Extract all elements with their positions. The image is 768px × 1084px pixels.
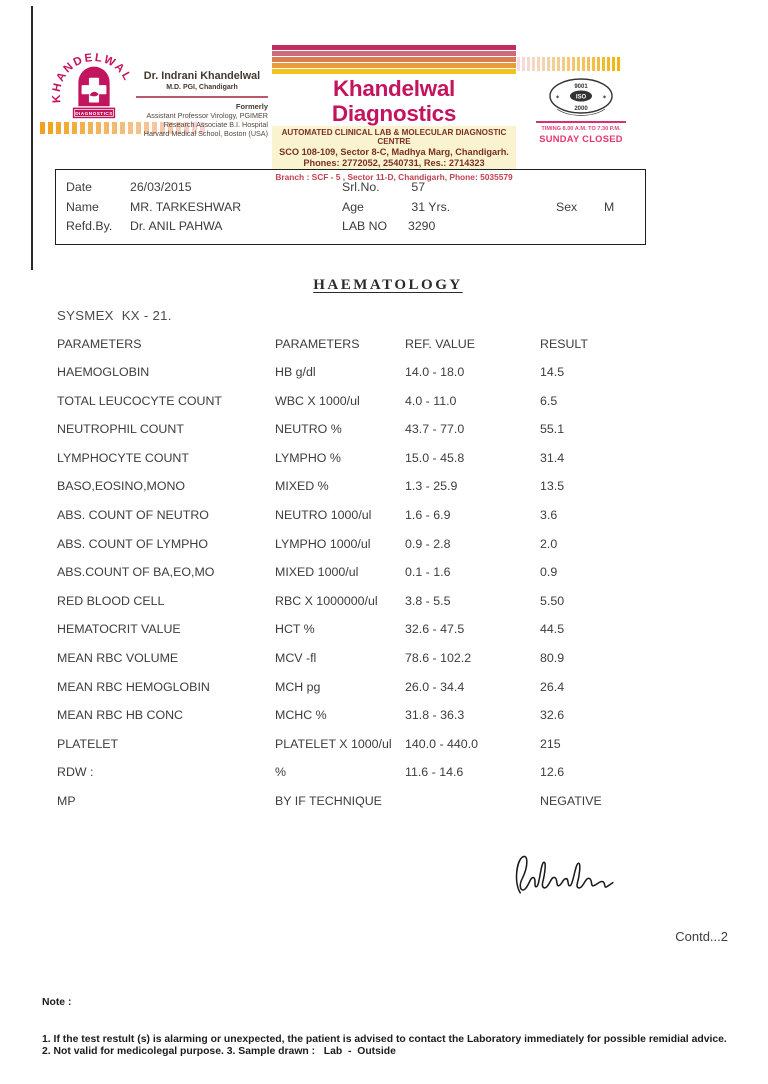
sunday-closed: SUNDAY CLOSED <box>539 133 623 144</box>
color-bar <box>602 57 605 71</box>
patient-label: LAB NO <box>342 219 388 233</box>
param-code: MCV -fl <box>275 650 317 665</box>
khandelwal-logo <box>48 48 140 124</box>
patient-value: MR. TARKESHWAR <box>130 199 242 214</box>
color-bar <box>40 122 45 134</box>
banner-stripes <box>272 45 516 74</box>
iso-label: ISO <box>575 94 587 101</box>
param-name: MEAN RBC HEMOGLOBIN <box>57 679 210 694</box>
result-value: 31.4 <box>540 450 565 465</box>
doctor-history-line: Harvard Medical School, Boston (USA) <box>143 129 268 138</box>
ref-value: 0.9 - 2.8 <box>405 536 451 551</box>
param-name: ABS. COUNT OF LYMPHO <box>57 536 209 551</box>
param-name: TOTAL LEUCOCYTE COUNT <box>57 393 222 408</box>
param-code: HB g/dl <box>275 365 316 379</box>
patient-value: M <box>604 199 615 214</box>
color-bar <box>72 122 77 134</box>
param-code: NEUTRO 1000/ul <box>275 507 372 522</box>
doctor-history-line: Assistant Professor Virology, PGIMER <box>146 111 268 120</box>
doctor-signature <box>508 852 620 898</box>
color-bar <box>80 122 85 134</box>
iso-star-left: ✶ <box>555 95 561 101</box>
param-code: RBC X 1000000/ul <box>275 593 378 608</box>
result-value: 0.9 <box>540 565 558 580</box>
header-color-bars <box>517 57 621 71</box>
param-code: MIXED % <box>275 479 329 494</box>
result-value: 215 <box>540 736 561 751</box>
result-value: 55.1 <box>540 422 565 437</box>
formerly-label: Formerly <box>235 102 268 111</box>
color-bar <box>517 57 520 71</box>
param-name: MEAN RBC HB CONC <box>57 708 183 723</box>
analyzer-name: SYSMEX KX - 21. <box>57 308 172 323</box>
patient-label: Age <box>342 199 364 214</box>
patient-label: Date <box>66 180 92 194</box>
note-label: Note : <box>42 996 72 1008</box>
logo-graphic <box>48 48 140 124</box>
ref-value: 11.6 - 14.6 <box>405 765 464 780</box>
doctor-history <box>136 111 268 138</box>
color-bar <box>96 122 101 134</box>
result-value: 26.4 <box>540 679 565 694</box>
clinic-address-block <box>272 126 516 170</box>
ref-value: 15.0 - 45.8 <box>405 450 465 465</box>
result-value: NEGATIVE <box>540 793 602 808</box>
result-value: 6.5 <box>540 393 558 408</box>
param-name: PLATELET <box>57 736 119 751</box>
ref-value: 43.7 - 77.0 <box>405 422 465 437</box>
patient-label: Refd.By. <box>66 219 113 233</box>
patient-value: 31 Yrs. <box>408 199 451 214</box>
iso-badge-graphic <box>547 76 615 122</box>
param-code: PLATELET X 1000/ul <box>275 736 392 751</box>
patient-label: Sex <box>556 199 578 214</box>
color-bar <box>612 57 615 71</box>
param-name: HEMATOCRIT VALUE <box>57 622 181 637</box>
signature-graphic <box>508 852 620 898</box>
ref-value: 0.1 - 1.6 <box>405 565 451 580</box>
timing-block <box>536 121 626 144</box>
ref-value: 32.6 - 47.5 <box>405 622 465 637</box>
color-bar <box>577 57 580 71</box>
param-name: HAEMOGLOBIN <box>57 365 150 379</box>
param-name: BASO,EOSINO,MONO <box>57 479 186 494</box>
color-bar <box>542 57 545 71</box>
doctor-name: Dr. Indrani Khandelwal <box>143 70 261 82</box>
color-bar <box>592 57 595 71</box>
color-bar <box>582 57 585 71</box>
scan-edge-line <box>31 6 33 270</box>
param-name: RED BLOOD CELL <box>57 593 165 608</box>
color-bar <box>572 57 575 71</box>
note-lines <box>42 1034 734 1059</box>
patient-info-box <box>55 169 646 245</box>
doctor-history-line: Research Associate B.I. Hospital <box>163 120 268 129</box>
patient-info-grid <box>66 178 645 237</box>
color-bar <box>64 122 69 134</box>
param-code: MCHC % <box>275 708 327 723</box>
doctor-qualification: M.D. PGI, Chandigarh <box>166 84 238 91</box>
patient-value: 3290 <box>408 219 436 233</box>
patient-label: Srl.No. <box>342 180 380 194</box>
color-bar <box>532 57 535 71</box>
ref-value: 1.3 - 25.9 <box>405 479 458 494</box>
param-name: MEAN RBC VOLUME <box>57 650 179 665</box>
patient-value <box>604 217 645 237</box>
ref-value: 4.0 - 11.0 <box>405 393 457 408</box>
color-bar <box>120 122 125 134</box>
ref-value: 14.0 - 18.0 <box>405 365 465 379</box>
banner-stripe <box>272 45 516 50</box>
color-bar <box>104 122 109 134</box>
ref-value: 78.6 - 102.2 <box>405 650 472 665</box>
patient-label: Name <box>66 199 99 214</box>
results-table <box>57 330 712 816</box>
patient-value: 26/03/2015 <box>130 180 192 194</box>
banner-stripe <box>272 51 516 56</box>
color-bar <box>607 57 610 71</box>
param-code: WBC X 1000/ul <box>275 393 360 408</box>
column-header: PARAMETERS <box>57 337 142 351</box>
color-bar <box>56 122 61 134</box>
param-code: LYMPHO % <box>275 450 341 465</box>
result-value: 3.6 <box>540 507 558 522</box>
column-header: PARAMETERS <box>275 337 360 351</box>
banner-stripe <box>272 57 516 62</box>
timing-divider <box>536 121 626 123</box>
ref-value: 1.6 - 6.9 <box>405 507 451 522</box>
clinic-name: Khandelwal Diagnostics <box>331 75 457 126</box>
patient-label <box>556 217 604 237</box>
doctor-block <box>136 70 268 138</box>
ref-value: 31.8 - 36.3 <box>405 708 465 723</box>
color-bar <box>547 57 550 71</box>
color-bar <box>597 57 600 71</box>
ref-value: 3.8 - 5.5 <box>405 593 451 608</box>
color-bar <box>587 57 590 71</box>
color-bar <box>557 57 560 71</box>
color-bar <box>522 57 525 71</box>
color-bar <box>527 57 530 71</box>
column-header: REF. VALUE <box>405 337 476 351</box>
patient-label <box>556 178 604 198</box>
banner-stripe <box>272 69 516 74</box>
color-bar <box>567 57 570 71</box>
param-name: ABS.COUNT OF BA,EO,MO <box>57 565 215 580</box>
param-name: ABS. COUNT OF NEUTRO <box>57 507 209 522</box>
color-bar <box>617 57 620 71</box>
note-block <box>42 972 734 1084</box>
logo-curved-text: KHANDELWAL <box>50 51 134 104</box>
report-title: HAEMATOLOGY <box>313 277 463 293</box>
param-name: RDW : <box>57 765 94 780</box>
param-name: MP <box>57 793 76 808</box>
param-name: LYMPHOCYTE COUNT <box>57 450 189 465</box>
color-bar <box>88 122 93 134</box>
continuation-label: Contd...2 <box>675 929 728 944</box>
doctor-divider <box>136 96 268 98</box>
color-bar <box>112 122 117 134</box>
result-value: 80.9 <box>540 650 565 665</box>
param-code: BY IF TECHNIQUE <box>275 793 382 808</box>
table-header <box>57 330 712 358</box>
color-bar <box>562 57 565 71</box>
iso-star-right: ✶ <box>602 95 608 101</box>
banner-stripe <box>272 63 516 68</box>
param-code: HCT % <box>275 622 315 637</box>
clinic-banner <box>272 45 516 182</box>
result-value: 44.5 <box>540 622 565 637</box>
param-code: NEUTRO % <box>275 422 342 437</box>
clinic-branch: Branch : SCF - 5 , Sector 11-D, Chandigarh, Phone: 5035579 <box>275 171 513 182</box>
clinic-address: SCO 108-109, Sector 8-C, Madhya Marg, Chandigarh. <box>279 146 509 157</box>
param-code: LYMPHO 1000/ul <box>275 536 371 551</box>
table-body <box>57 358 712 816</box>
color-bar <box>537 57 540 71</box>
iso-2000: 2000 <box>574 106 588 112</box>
patient-value: Dr. ANIL PAHWA <box>130 219 223 233</box>
ref-value <box>405 787 540 816</box>
color-bar <box>48 122 53 134</box>
param-code: % <box>275 765 287 780</box>
patient-value: 57 <box>408 180 426 194</box>
param-code: MCH pg <box>275 679 321 694</box>
clinic-phones: Phones: 2772052, 2540731, Res.: 2714323 <box>303 157 485 168</box>
iso-9001: 9001 <box>574 84 588 90</box>
patient-value <box>604 178 645 198</box>
clinic-tagline: AUTOMATED CLINICAL LAB & MOLECULAR DIAGNOSTIC CENTRE <box>281 127 507 147</box>
result-value: 13.5 <box>540 479 565 494</box>
iso-badge <box>547 76 615 122</box>
timing-hours: TIMING 8.00 A.M. TO 7.30 P.M. <box>541 125 621 132</box>
param-code: MIXED 1000/ul <box>275 565 359 580</box>
column-header: RESULT <box>540 337 588 351</box>
result-value: 12.6 <box>540 765 565 780</box>
note-line: 2. Not valid for medicolegal purpose. 3. Sample drawn : Lab - Outside <box>42 1046 396 1058</box>
ref-value: 140.0 - 440.0 <box>405 736 479 751</box>
logo-diagnostics-label: DIAGNOSTICS <box>75 111 113 117</box>
ref-value: 26.0 - 34.4 <box>405 679 465 694</box>
result-value: 5.50 <box>540 593 565 608</box>
result-value: 14.5 <box>540 365 565 379</box>
param-name: NEUTROPHIL COUNT <box>57 422 184 437</box>
note-line: 1. If the test restult (s) is alarming or unexpected, the patient is advised to contact the Laboratory immediately for possible remidial advice. <box>42 1034 727 1046</box>
color-bar <box>552 57 555 71</box>
color-bar <box>128 122 133 134</box>
result-value: 32.6 <box>540 708 565 723</box>
result-value: 2.0 <box>540 536 558 551</box>
